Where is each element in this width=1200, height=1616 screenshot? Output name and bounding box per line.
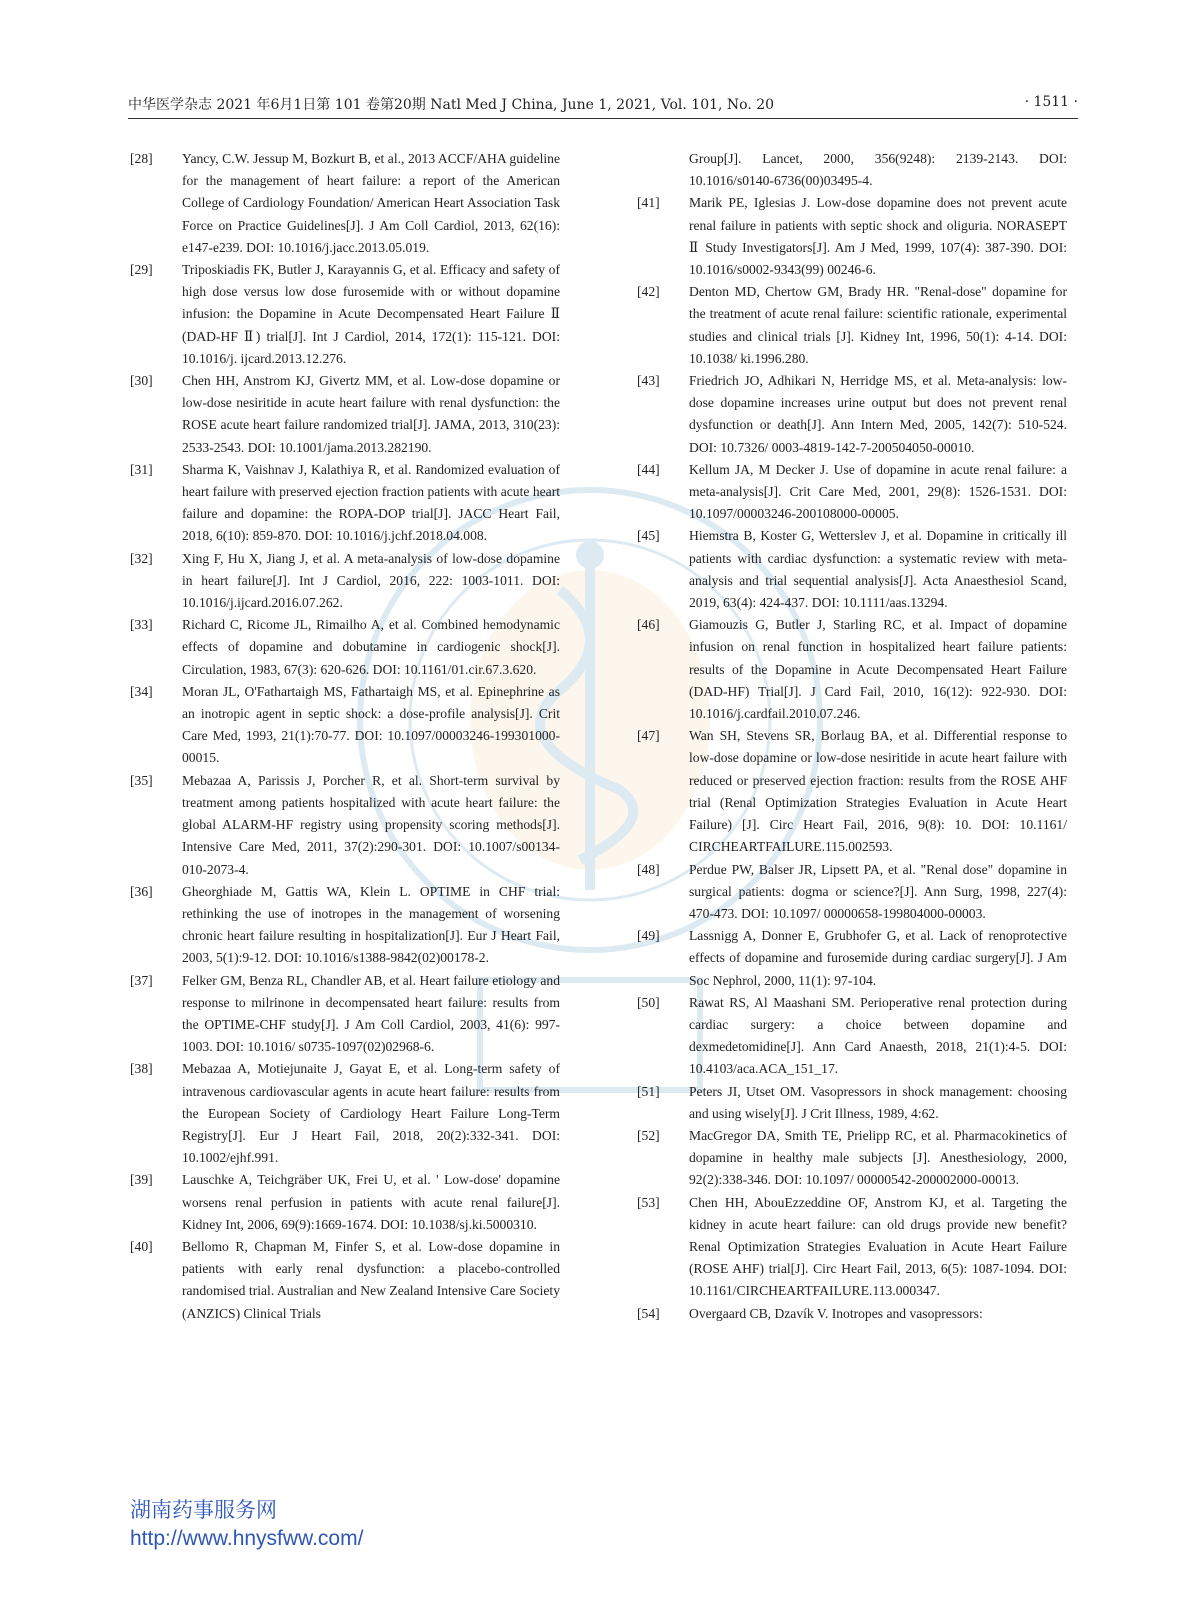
reference-text: Moran JL, O'Fathartaigh MS, Fathartaigh MS, et al. Epinephrine as an inotropic agent in septic shock: a dose-profile analysis[J]. Crit Care Med, 1993, 21(1):70-77. DOI: 10.1097/00003246-199301000-00015. [182, 683, 560, 766]
reference-text: Perdue PW, Balser JR, Lipsett PA, et al. "Renal dose" dopamine in surgical patients: dogma or science?[J]. Ann Surg, 1998, 227(4): 470-473. DOI: 10.1097/ 00000658-199804000-00003. [689, 861, 1067, 921]
reference-text: Lauschke A, Teichgräber UK, Frei U, et al. ' Low-dose' dopamine worsens renal perfusion in patients with acute renal failure[J]. Kidney Int, 2006, 69(9):1669-1674. DOI: 10.1038/sj.ki.5000310. [182, 1172, 560, 1232]
reference-number: [33] [130, 617, 153, 633]
reference-text: Bellomo R, Chapman M, Finfer S, et al. Low-dose dopamine in patients with early renal dysfunction: a placebo-controlled randomised trial. Australian and New Zealand Intensive Care Society (ANZICS) Clinical Trials [182, 1238, 560, 1321]
reference-text: Triposkiadis FK, Butler J, Karayannis G, et al. Efficacy and safety of high dose versus low dose furosemide with or without dopamine infusion: the Dopamine in Acute Decompensated Heart Failure Ⅱ (DAD-HF Ⅱ) trial[J]. Int J Cardiol, 2014, 172(1): 115-121. DOI: 10.1016/j. ijcard.2013.12.276. [182, 262, 560, 366]
reference-text: Giamouzis G, Butler J, Starling RC, et al. Impact of dopamine infusion on renal function in hospitalized heart failure patients: results of the Dopamine in Acute Decompensated Heart Failure (DAD-HF) Trial[J]. J Card Fail, 2010, 16(12): 922-930. DOI: 10.1016/j.cardfail.2010.07.246. [689, 617, 1067, 722]
reference-text: Mebazaa A, Parissis J, Porcher R, et al. Short-term survival by treatment among patients hospitalized with acute heart failure: the global ALARM-HF registry using propensity scoring methods[J]. Intensive Care Med, 2011, 37(2):290-301. DOI: 10.1007/s00134-010-2073-4. [182, 772, 560, 877]
reference-text: Kellum JA, M Decker J. Use of dopamine in acute renal failure: a meta-analysis[J]. Crit Care Med, 2001, 29(8): 1526-1531. DOI: 10.1097/00003246-200108000-00005. [689, 461, 1067, 522]
reference-entry [637, 1081, 1067, 1125]
reference-text: Sharma K, Vaishnav J, Kalathiya R, et al. Randomized evaluation of heart failure with preserved ejection fraction patients with acute heart failure and dopamine: the ROPA-DOP trial[J]. JACC Heart Fail, 2018, 6(10): 859-870. DOI: 10.1016/j.jchf.2018.04.008. [182, 461, 560, 544]
reference-entry [130, 259, 560, 370]
header-divider [128, 118, 1078, 119]
reference-entry [637, 525, 1067, 614]
reference-entry [130, 370, 560, 459]
reference-number: [48] [637, 861, 660, 877]
reference-entry [130, 614, 560, 681]
reference-entry [130, 1236, 560, 1325]
reference-number: [53] [637, 1194, 660, 1210]
reference-text: Wan SH, Stevens SR, Borlaug BA, et al. Differential response to low-dose dopamine or low-dose nesiritide in acute heart failure with reduced or preserved ejection fraction: results from the ROSE AHF trial (Renal Optimization Strategies Evaluation in Acute Heart Failure) [J]. Circ Heart Fail, 2016, 9(8): 10. DOI: 10.1161/ CIRCHEARTFAILURE.115.002593. [689, 728, 1067, 855]
reference-text: Richard C, Ricome JL, Rimailho A, et al. Combined hemodynamic effects of dopamine and dobutamine in cardiogenic shock[J]. Circulation, 1983, 67(3): 620-626. DOI: 10.1161/01.cir.67.3.620. [182, 617, 560, 677]
reference-text: Hiemstra B, Koster G, Wetterslev J, et al. Dopamine in critically ill patients with cardiac dysfunction: a systematic review with meta-analysis and trial sequential analysis[J]. Acta Anaesthesiol Scand, 2019, 63(4): 424-437. DOI: 10.1111/aas.13294. [689, 528, 1067, 611]
site-name: 湖南药事服务网 [130, 1499, 277, 1522]
reference-number: [40] [130, 1238, 153, 1254]
reference-text: Felker GM, Benza RL, Chandler AB, et al. Heart failure etiology and response to milrinone in decompensated heart failure: results from the OPTIME-CHF study[J]. J Am Coll Cardiol, 2003, 41(6): 997-1003. DOI: 10.1016/ s0735-1097(02)02968-6. [182, 972, 560, 1055]
reference-entry [130, 881, 560, 970]
reference-number: [44] [637, 461, 660, 477]
reference-number: [43] [637, 373, 660, 389]
reference-text: Denton MD, Chertow GM, Brady HR. "Renal-dose" dopamine for the treatment of acute renal failure: scientific rationale, experimental studies and clinical trials [J]. Kidney Int, 1996, 50(1): 4-14. DOI: 10.1038/ ki.1996.280. [689, 284, 1067, 366]
reference-number: [29] [130, 262, 153, 278]
reference-entry [637, 1192, 1067, 1303]
reference-entry [130, 970, 560, 1059]
reference-entry [637, 192, 1067, 281]
reference-number: [47] [637, 728, 660, 744]
reference-entry [130, 459, 560, 548]
reference-number: [45] [637, 528, 660, 544]
reference-text: Chen HH, AbouEzzeddine OF, Anstrom KJ, et al. Targeting the kidney in acute heart failure: can old drugs provide new benefit? Renal Optimization Strategies Evaluation in Acute Heart Failure (ROSE AHF) trial[J]. Circ Heart Fail, 2013, 6(5): 1087-1094. DOI: 10.1161/CIRCHEARTFAILURE.113.000347. [689, 1194, 1067, 1299]
reference-entry [637, 281, 1067, 370]
reference-text: Marik PE, Iglesias J. Low-dose dopamine does not prevent acute renal failure in patients with septic shock and oliguria. NORASEPT Ⅱ Study Investigators[J]. Am J Med, 1999, 107(4): 387-390. DOI: 10.1016/s0002-9343(99) 00246-6. [689, 195, 1067, 278]
reference-number: [30] [130, 373, 153, 389]
reference-text: Mebazaa A, Motiejunaite J, Gayat E, et al. Long-term safety of intravenous cardiovascular agents in acute heart failure: results from the European Society of Cardiology Heart Failure Long-Term Registry[J]. Eur J Heart Fail, 2018, 20(2):332-341. DOI: 10.1002/ejhf.991. [182, 1061, 560, 1166]
reference-number: [51] [637, 1083, 660, 1099]
reference-entry [130, 770, 560, 881]
reference-text: Friedrich JO, Adhikari N, Herridge MS, et al. Meta-analysis: low-dose dopamine increases urine output but does not prevent renal dysfunction or death[J]. Ann Intern Med, 2005, 142(7): 510-524. DOI: 10.7326/ 0003-4819-142-7-200504050-00010. [689, 373, 1067, 455]
reference-entry [130, 1058, 560, 1169]
reference-text: Lassnigg A, Donner E, Grubhofer G, et al. Lack of renoprotective effects of dopamine and furosemide during cardiac surgery[J]. J Am Soc Nephrol, 2000, 11(1): 97-104. [689, 928, 1067, 988]
reference-number: [37] [130, 972, 153, 988]
reference-number: [35] [130, 772, 153, 788]
reference-entry [637, 725, 1067, 858]
reference-text: Peters JI, Utset OM. Vasopressors in shock management: choosing and using wisely[J]. J Crit Illness, 1989, 4:62. [689, 1083, 1067, 1121]
reference-number: [54] [637, 1305, 660, 1321]
site-url: http://www.hnysfww.com/ [130, 1527, 364, 1550]
reference-number: [31] [130, 461, 153, 477]
reference-text: Rawat RS, Al Maashani SM. Perioperative renal protection during cardiac surgery: a choice between dopamine and dexmedetomidine[J]. Ann Card Anaesth, 2018, 21(1):4-5. DOI: 10.4103/aca.ACA_151_17. [689, 994, 1067, 1077]
reference-entry [637, 1303, 1067, 1325]
reference-entry [637, 459, 1067, 526]
reference-entry [130, 681, 560, 770]
reference-entry [637, 859, 1067, 926]
reference-number: [34] [130, 683, 153, 699]
watermark-footer [130, 1497, 363, 1553]
reference-number: [38] [130, 1061, 153, 1077]
reference-entry [130, 548, 560, 615]
reference-number: [32] [130, 550, 153, 566]
reference-text: Yancy, C.W. Jessup M, Bozkurt B, et al., 2013 ACCF/AHA guideline for the management of heart failure: a report of the American College of Cardiology Foundation/ American Heart Association Task Force on Practice Guidelines[J]. J Am Coll Cardiol, 2013, 62(16): e147-e239. DOI: 10.1016/j.jacc.2013.05.019. [182, 151, 560, 255]
reference-number: [28] [130, 151, 153, 166]
reference-text: Gheorghiade M, Gattis WA, Klein L. OPTIME in CHF trial: rethinking the use of inotropes in the management of worsening chronic heart failure resulting in hospitalization[J]. Eur J Heart Fail, 2003, 5(1):9-12. DOI: 10.1016/s1388-9842(02)00178-2. [182, 883, 560, 966]
reference-number: [41] [637, 195, 660, 211]
reference-number: [52] [637, 1127, 660, 1143]
journal-citation: 中华医学杂志 2021 年6月1日第 101 卷第20期 Natl Med J China, June 1, 2021, Vol. 101, No. 20 [128, 97, 775, 113]
page-number: · 1511 · [1024, 94, 1078, 110]
reference-entry [637, 1125, 1067, 1192]
reference-number: [36] [130, 883, 153, 899]
reference-number: [49] [637, 928, 660, 944]
reference-number: [50] [637, 994, 660, 1010]
reference-entry [637, 992, 1067, 1081]
reference-continuation: Group[J]. Lancet, 2000, 356(9248): 2139-2143. DOI: 10.1016/s0140-6736(00)03495-4. [689, 151, 1067, 189]
reference-number: [39] [130, 1172, 153, 1188]
reference-text: Overgaard CB, Dzavík V. Inotropes and vasopressors: [689, 1305, 983, 1321]
reference-number: [42] [637, 284, 660, 300]
reference-entry [637, 925, 1067, 992]
running-header [128, 94, 1078, 118]
reference-text: Xing F, Hu X, Jiang J, et al. A meta-analysis of low-dose dopamine in heart failure[J]. Int J Cardiol, 2016, 222: 1003-1011. DOI: 10.1016/j.ijcard.2016.07.262. [182, 550, 560, 611]
reference-entry [130, 1169, 560, 1236]
references-left-column [130, 148, 560, 1325]
reference-entry [637, 370, 1067, 459]
references-right-column [637, 148, 1067, 1325]
reference-number: [46] [637, 617, 660, 633]
reference-text: Chen HH, Anstrom KJ, Givertz MM, et al. Low-dose dopamine or low-dose nesiritide in acute heart failure with renal dysfunction: the ROSE acute heart failure randomized trial[J]. JAMA, 2013, 310(23): 2533-2543. DOI: 10.1001/jama.2013.282190. [182, 373, 560, 455]
reference-entry [637, 614, 1067, 725]
reference-text: MacGregor DA, Smith TE, Prielipp RC, et al. Pharmacokinetics of dopamine in healthy male subjects [J]. Anesthesiology, 2000, 92(2):338-346. DOI: 10.1097/ 00000542-200002000-00013. [689, 1127, 1067, 1188]
reference-entry [130, 148, 560, 259]
